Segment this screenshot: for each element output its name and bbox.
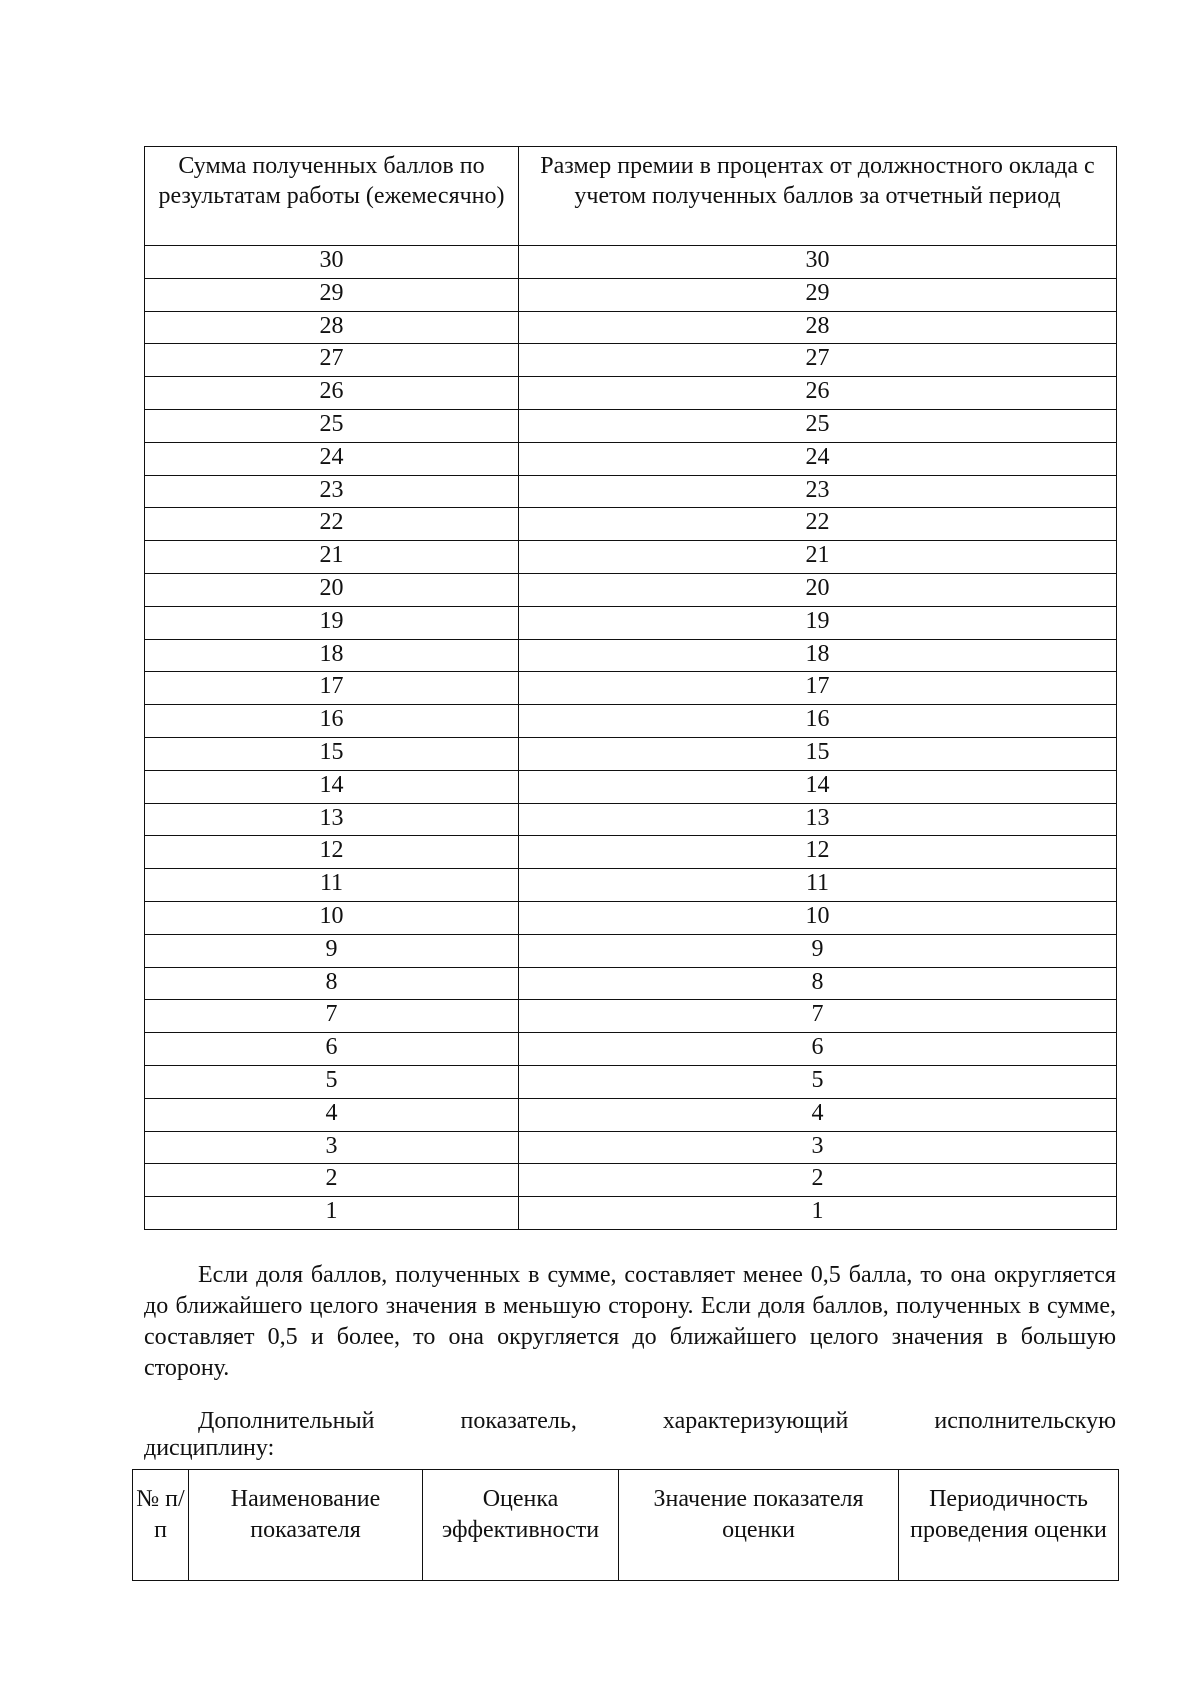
discipline-indicator-table <box>132 1469 1119 1581</box>
bonus-percent-cell: 28 <box>519 311 1117 344</box>
table-row <box>145 737 1117 770</box>
score-cell: 3 <box>145 1131 519 1164</box>
score-cell: 10 <box>145 901 519 934</box>
score-cell: 29 <box>145 278 519 311</box>
score-cell: 16 <box>145 705 519 738</box>
score-cell: 18 <box>145 639 519 672</box>
score-cell: 19 <box>145 606 519 639</box>
table-row <box>145 672 1117 705</box>
bonus-percent-cell: 19 <box>519 606 1117 639</box>
bonus-percent-cell: 11 <box>519 869 1117 902</box>
table-row <box>145 344 1117 377</box>
bonus-percent-column-header: Размер премии в процентах от должностного оклада с учетом полученных баллов за отчетный период <box>519 147 1117 246</box>
bonus-percent-cell: 27 <box>519 344 1117 377</box>
rounding-rule-paragraph: Если доля баллов, полученных в сумме, составляет менее 0,5 балла, то она округляется до ближайшего целого значения в меньшую сторону. Если доля баллов, полученных в сумме, составляет 0,5 и более, то она округляется до ближайшего целого значения в большую сторону. <box>144 1262 1116 1381</box>
score-cell: 2 <box>145 1164 519 1197</box>
bonus-percent-cell: 29 <box>519 278 1117 311</box>
score-cell: 14 <box>145 770 519 803</box>
score-table-body <box>145 246 1117 1230</box>
table-row <box>145 541 1117 574</box>
score-cell: 4 <box>145 1098 519 1131</box>
bonus-percent-cell: 17 <box>519 672 1117 705</box>
bonus-percent-cell: 10 <box>519 901 1117 934</box>
table-row <box>145 770 1117 803</box>
additional-indicator-paragraph <box>144 1406 1116 1459</box>
word: показатель, <box>460 1408 577 1434</box>
score-cell: 25 <box>145 409 519 442</box>
table-row <box>145 278 1117 311</box>
score-cell: 23 <box>145 475 519 508</box>
bonus-percent-cell: 18 <box>519 639 1117 672</box>
table-row <box>145 836 1117 869</box>
score-cell: 5 <box>145 1065 519 1098</box>
score-to-bonus-table <box>144 146 1117 1230</box>
table-row <box>145 442 1117 475</box>
score-cell: 21 <box>145 541 519 574</box>
score-cell: 7 <box>145 1000 519 1033</box>
table-row <box>145 573 1117 606</box>
score-cell: 9 <box>145 934 519 967</box>
table-row <box>145 934 1117 967</box>
score-cell: 1 <box>145 1197 519 1230</box>
indicator-name-column-header: Наименование показателя <box>189 1470 423 1581</box>
table-row <box>145 803 1117 836</box>
score-cell: 13 <box>145 803 519 836</box>
bonus-percent-cell: 22 <box>519 508 1117 541</box>
discipline-table-header-row <box>133 1470 1119 1581</box>
table-row <box>145 475 1117 508</box>
periodicity-column-header: Периодичность проведения оценки <box>899 1470 1119 1581</box>
word: исполнительскую <box>934 1408 1116 1434</box>
score-column-header: Сумма полученных баллов по результатам работы (ежемесячно) <box>145 147 519 246</box>
score-cell: 20 <box>145 573 519 606</box>
additional-indicator-tail: дисциплину: <box>144 1435 275 1461</box>
table-row <box>145 1197 1117 1230</box>
bonus-percent-cell: 6 <box>519 1033 1117 1066</box>
additional-indicator-line <box>144 1406 1116 1437</box>
table-row <box>145 1098 1117 1131</box>
bonus-percent-cell: 16 <box>519 705 1117 738</box>
bonus-percent-cell: 5 <box>519 1065 1117 1098</box>
table-row <box>145 508 1117 541</box>
indicator-value-column-header: Значение показателя оценки <box>619 1470 899 1581</box>
score-cell: 22 <box>145 508 519 541</box>
bonus-percent-cell: 1 <box>519 1197 1117 1230</box>
score-cell: 11 <box>145 869 519 902</box>
bonus-percent-cell: 8 <box>519 967 1117 1000</box>
score-cell: 28 <box>145 311 519 344</box>
efficiency-column-header: Оценка эффективности <box>423 1470 619 1581</box>
bonus-percent-cell: 23 <box>519 475 1117 508</box>
bonus-percent-cell: 7 <box>519 1000 1117 1033</box>
table-row <box>145 606 1117 639</box>
table-row <box>145 1065 1117 1098</box>
word: характеризующий <box>662 1408 849 1434</box>
score-cell: 24 <box>145 442 519 475</box>
bonus-percent-cell: 26 <box>519 377 1117 410</box>
bonus-percent-cell: 15 <box>519 737 1117 770</box>
bonus-percent-cell: 14 <box>519 770 1117 803</box>
table-row <box>145 901 1117 934</box>
bonus-percent-cell: 4 <box>519 1098 1117 1131</box>
score-cell: 30 <box>145 246 519 279</box>
bonus-percent-cell: 20 <box>519 573 1117 606</box>
score-cell: 15 <box>145 737 519 770</box>
table-row <box>145 1164 1117 1197</box>
bonus-percent-cell: 21 <box>519 541 1117 574</box>
table-row <box>145 1033 1117 1066</box>
bonus-percent-cell: 3 <box>519 1131 1117 1164</box>
score-cell: 8 <box>145 967 519 1000</box>
table-row <box>145 377 1117 410</box>
table-row <box>145 869 1117 902</box>
bonus-percent-cell: 25 <box>519 409 1117 442</box>
bonus-percent-cell: 30 <box>519 246 1117 279</box>
table-row <box>145 1000 1117 1033</box>
score-cell: 12 <box>145 836 519 869</box>
table-row <box>145 705 1117 738</box>
table-row <box>145 967 1117 1000</box>
table-row <box>145 1131 1117 1164</box>
word: Дополнительный <box>198 1408 375 1434</box>
table-row <box>145 409 1117 442</box>
score-cell: 6 <box>145 1033 519 1066</box>
score-cell: 27 <box>145 344 519 377</box>
number-column-header: № п/п <box>133 1470 189 1581</box>
score-cell: 26 <box>145 377 519 410</box>
bonus-percent-cell: 9 <box>519 934 1117 967</box>
bonus-percent-cell: 12 <box>519 836 1117 869</box>
bonus-percent-cell: 2 <box>519 1164 1117 1197</box>
bonus-percent-cell: 24 <box>519 442 1117 475</box>
bonus-percent-cell: 13 <box>519 803 1117 836</box>
table-row <box>145 246 1117 279</box>
table-row <box>145 311 1117 344</box>
score-table-header-row <box>145 147 1117 246</box>
score-cell: 17 <box>145 672 519 705</box>
table-row <box>145 639 1117 672</box>
